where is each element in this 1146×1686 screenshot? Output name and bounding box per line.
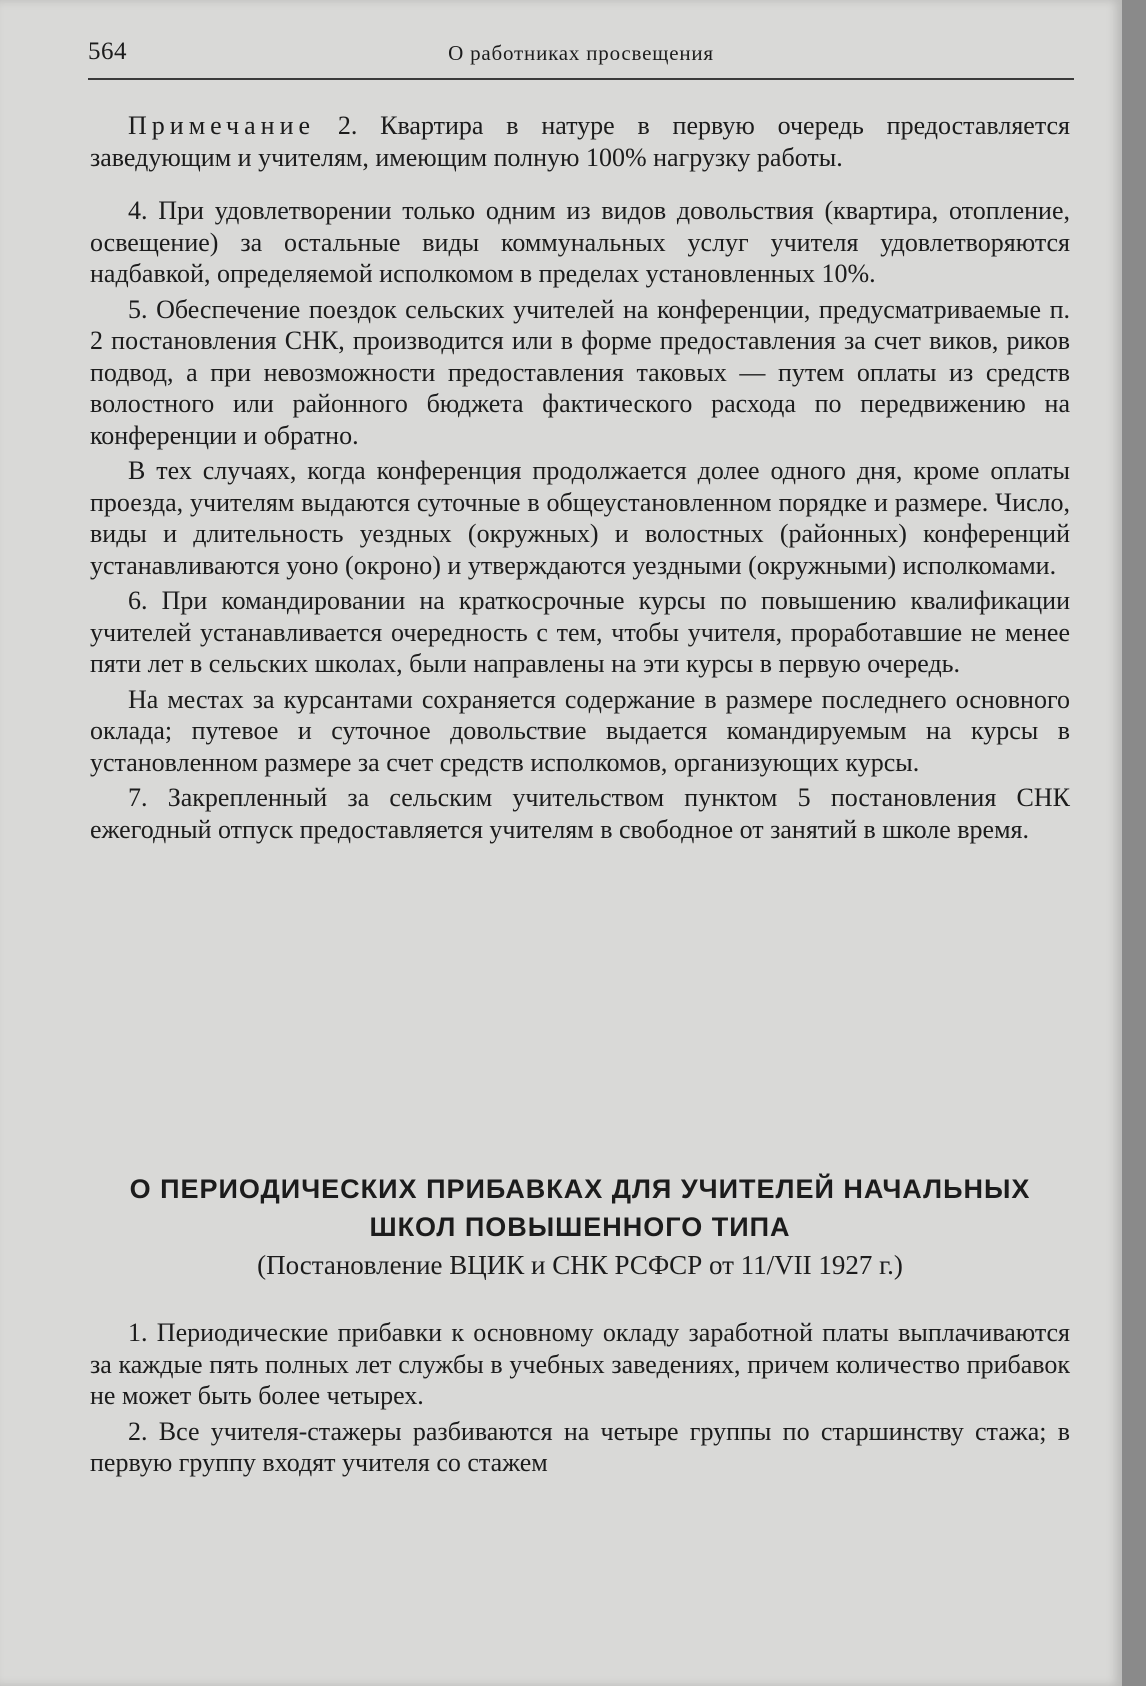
paragraph-course-salary: На местах за курсантами сохраняется содержание в размере последнего основного оклада; путевое и суточное довольствие выдается командируемым на курсы в установленном размере за счет средств исполкомов, организующих курсы. (90, 684, 1070, 777)
note-label: Примечание (128, 111, 316, 140)
paragraph-conferences: В тех случаях, когда конференция продолжается долее одного дня, кроме оплаты проезда, учителям выдаются суточные в общеустановленном порядке и размере. Число, виды и длительность уездных (окружных) и волостных (районных) конференций устанавливаются уоно (окроно) и утверждаются уездными (окружными) исполкомами. (90, 456, 1070, 580)
body-text (90, 110, 1070, 849)
section-subtitle: (Постановление ВЦИК и СНК РСФСР от 11/VII 1927 г.) (257, 1250, 903, 1280)
section-title-line-2: ШКОЛ ПОВЫШЕННОГО ТИПА (369, 1212, 791, 1242)
running-title: О работниках просвещения (448, 41, 714, 65)
section-body-text (90, 1317, 1070, 1483)
paragraph-item-7: 7. Закрепленный за сельским учительством пунктом 5 постановления СНК ежегодный отпуск предоставляется учителям в свободное от занятий в школе время. (90, 783, 1070, 844)
paragraph-item-6: 6. При командировании на краткосрочные курсы по повышению квалификации учителей устанавливается очередность с тем, чтобы учителя, проработавшие не менее пяти лет в сельских школах, были направлены на эти курсы в первую очередь. (90, 586, 1070, 678)
note-paragraph (90, 110, 1070, 173)
paragraph-item-5: 5. Обеспечение поездок сельских учителей на конференции, предусматриваемые п. 2 постановления СНК, производится или в форме предоставления за счет виков, риков подвод, а при невозможности предоставления таковых — путем оплаты из средств волостного или районного бюджета фактического расхода по передвижению на конференции и обратно. (90, 294, 1070, 450)
page-header (88, 34, 1074, 80)
section-title (60, 1170, 1100, 1246)
section-title-line-1: О ПЕРИОДИЧЕСКИХ ПРИБАВКАХ ДЛЯ УЧИТЕЛЕЙ НАЧАЛЬНЫХ (129, 1174, 1031, 1204)
section-paragraph-1: 1. Периодические прибавки к основному окладу заработной платы выплачиваются за каждые пять полных лет службы в учебных заведениях, причем количество прибавок не может быть более четырех. (90, 1318, 1070, 1410)
section-paragraph-2: 2. Все учителя-стажеры разбиваются на четыре группы по старшинству стажа; в первую группу входят учителя со стажем (90, 1416, 1070, 1477)
note-text: 2. Квартира в натуре в первую очередь предоставляется заведующим и учителям, имеющим полную 100% нагрузку работы. (90, 111, 1070, 172)
paragraph-item-4: 4. При удовлетворении только одним из видов довольствия (квартира, отопление, освещение) за остальные виды коммунальных услуг учителя удовлетворяются надбавкой, определяемой исполкомом в пределах установленных 10%. (90, 196, 1070, 288)
page-number: 564 (88, 38, 127, 65)
